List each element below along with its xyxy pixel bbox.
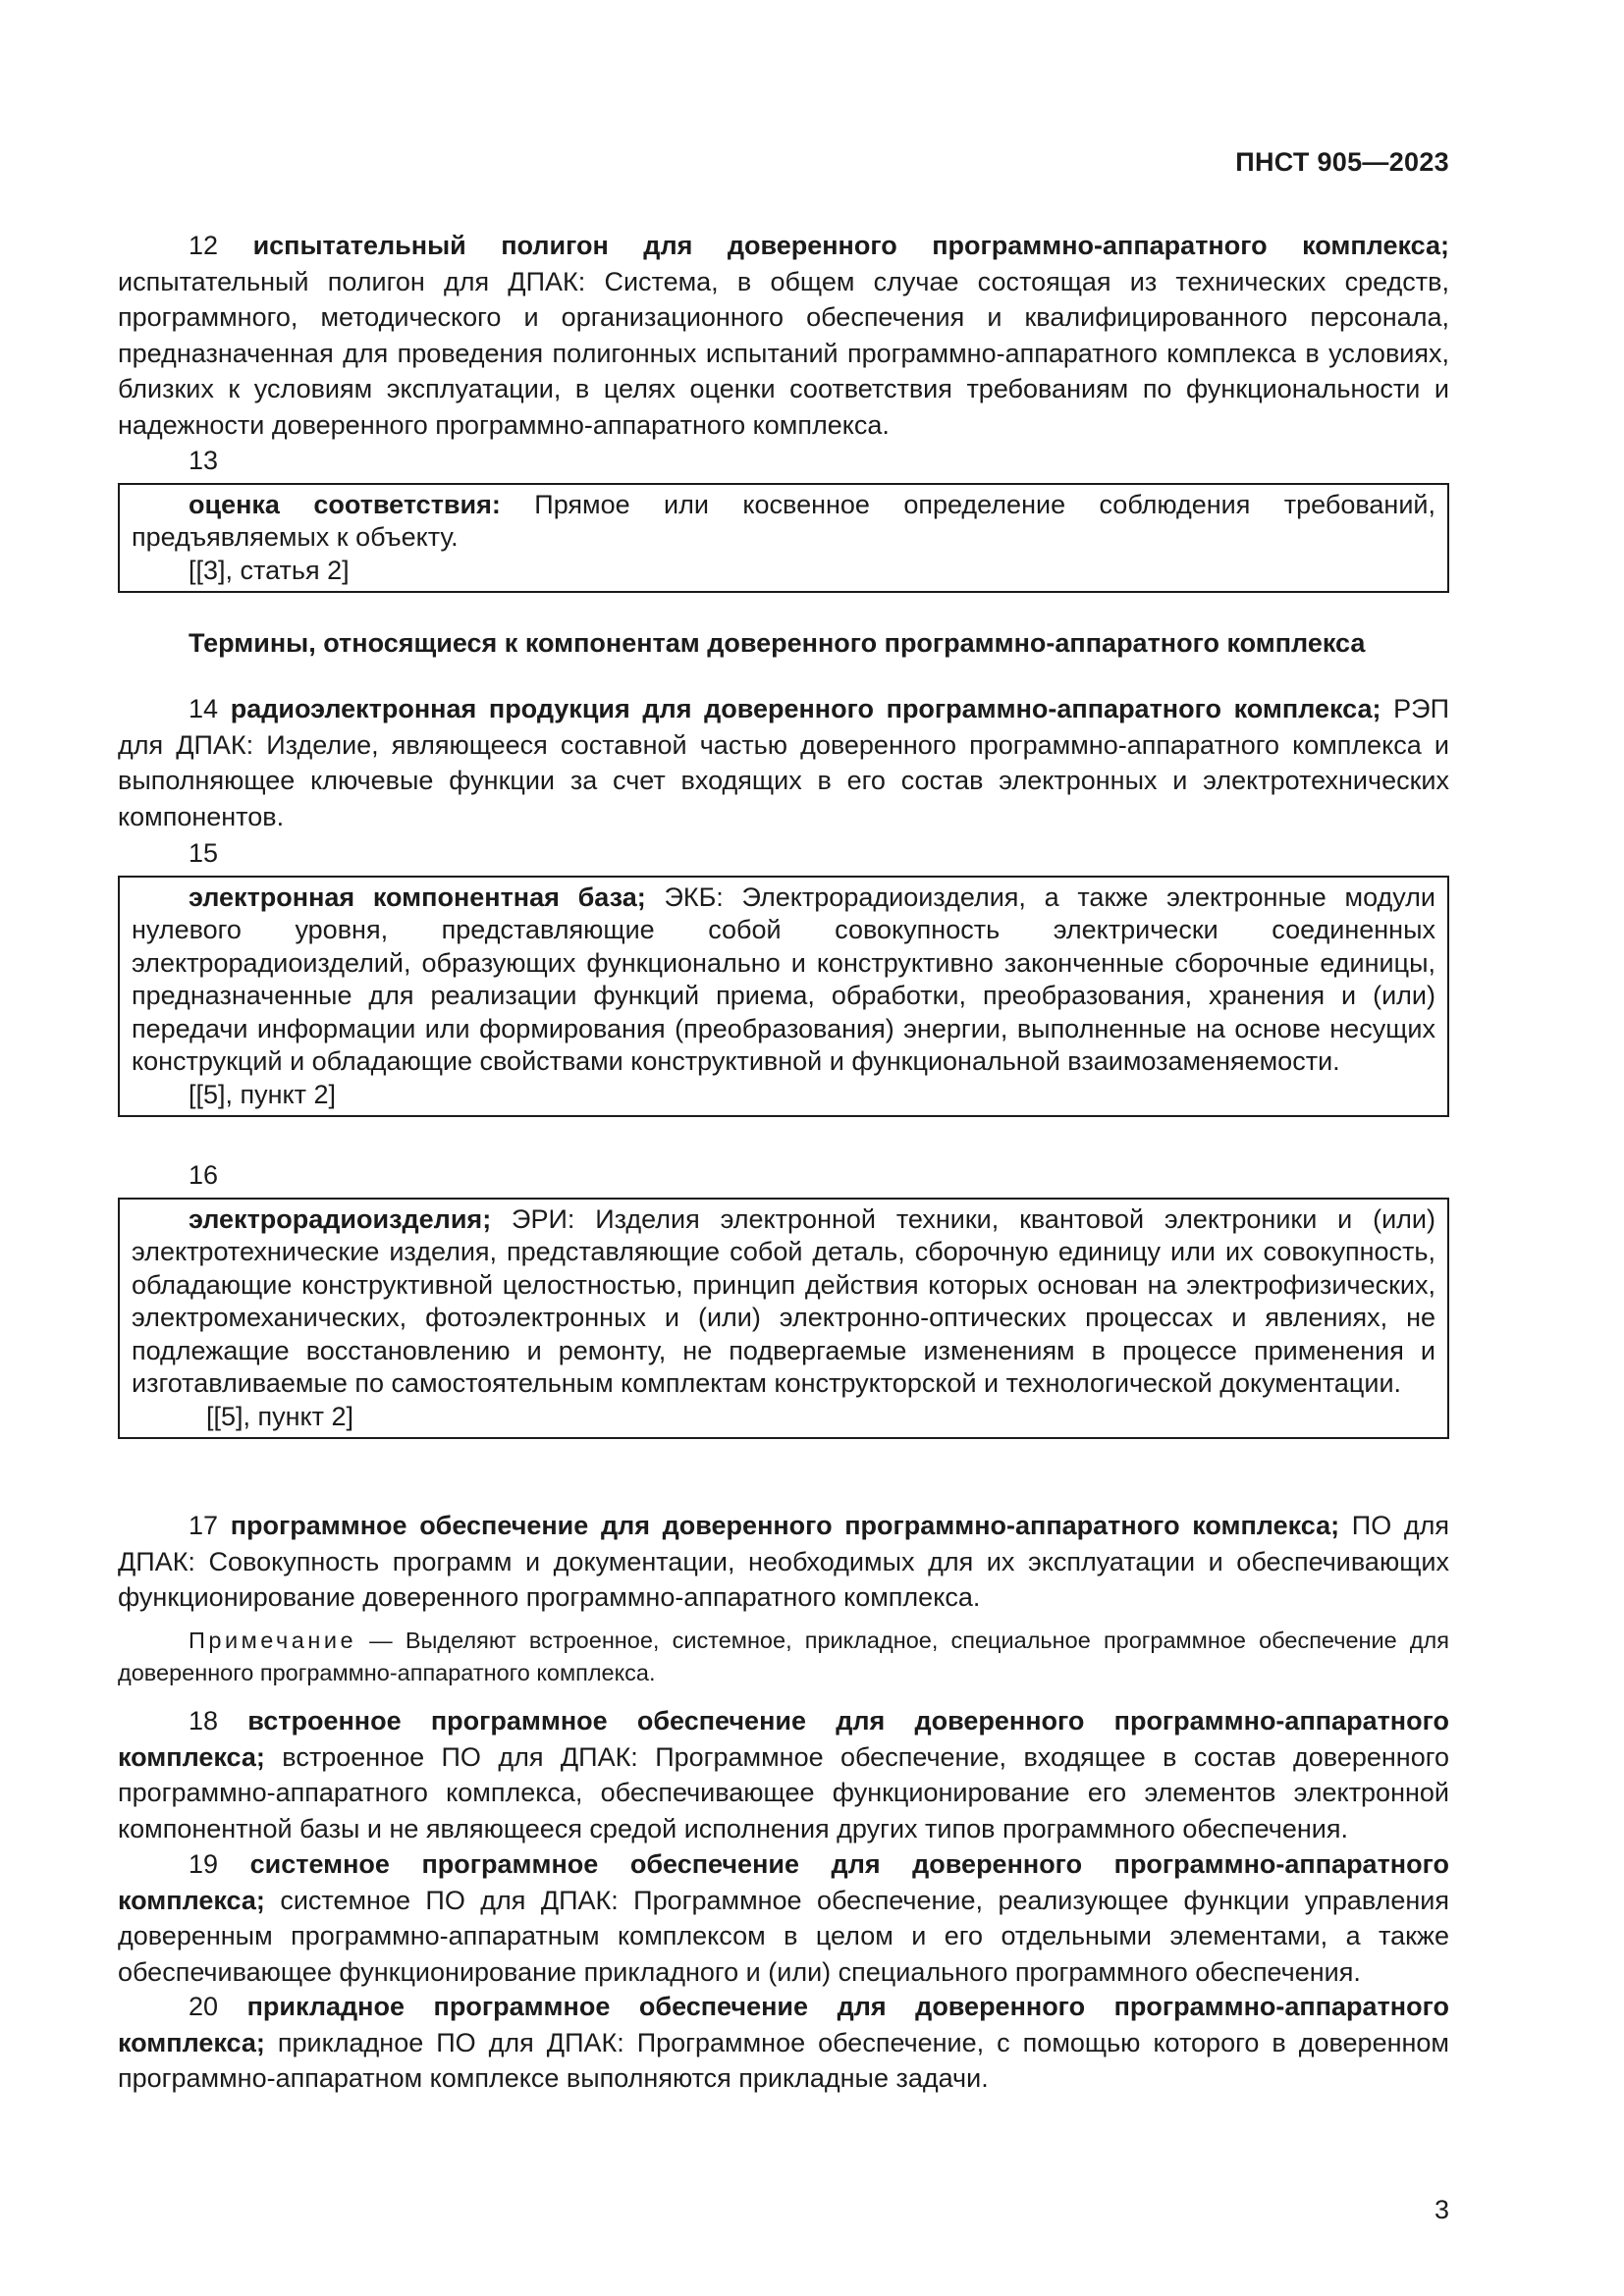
term-definition: ЭРИ: Изделия электронной техники, квантовой электроники и (или) электротехнические изделия, представляющие собой деталь, сборочную единицу или их совокупность, обладающие конструктивной целостностью, принцип действия которых основан на электрофизических, электромеханических, фотоэлектронных и (или) электронно-оптических процессах и явлениях, не подлежащие восстановлению и ремонту, не подвергаемые изменениям в процессе применения и изготавливаемые по самостоятельным комплектам конструкторской и технологической документации. [132, 1203, 1435, 1398]
term-definition: РЭП для ДПАК: Изделие, являющееся составной частью доверенного программно-аппаратного комплекса и выполняющее ключевые функции за счет входящих в его состав электронных и электротехнических компонентов. [118, 694, 1449, 831]
term-definition: ПО для ДПАК: Совокупность программ и документации, необходимых для их эксплуатации и обеспечивающих функционирование доверенного программно-аппаратного комплекса. [118, 1511, 1449, 1612]
term-paragraph [118, 228, 1449, 443]
term-paragraph [118, 1846, 1449, 1990]
term-paragraph [132, 881, 1435, 1079]
page-number: 3 [1434, 2195, 1449, 2224]
term-number: 19 [189, 1849, 219, 1879]
term-entry-15 [118, 835, 1449, 1117]
term-title: электрорадиоизделия; [189, 1203, 492, 1234]
term-number: 14 [189, 694, 219, 723]
term-entry-19 [118, 1846, 1449, 1990]
note-paragraph [118, 1625, 1449, 1689]
term-number: 16 [189, 1160, 219, 1190]
document-code: ПНСТ 905—2023 [1235, 147, 1449, 177]
note-block [118, 1625, 1449, 1689]
term-entry-17 [118, 1508, 1449, 1616]
quoted-definition-box [118, 1198, 1449, 1440]
term-number: 17 [189, 1511, 219, 1540]
term-number: 13 [189, 446, 219, 475]
source-reference: [[5], пункт 2] [206, 1401, 354, 1431]
term-title: программное обеспечение для доверенного программно-аппаратного комплекса; [230, 1511, 1340, 1540]
section-title: Термины, относящиеся к компонентам доверенного программно-аппаратного комплекса [189, 628, 1366, 658]
term-title: электронная компонентная база; [189, 881, 646, 912]
term-paragraph [118, 1508, 1449, 1616]
term-paragraph [118, 691, 1449, 834]
term-number: 18 [189, 1706, 219, 1735]
term-title: испытательный полигон для доверенного программно-аппаратного комплекса; [252, 231, 1449, 260]
term-definition: Прямое или косвенное определение соблюдения требований, предъявляемых к объекту. [132, 489, 1435, 552]
term-entry-14 [118, 691, 1449, 834]
term-entry-18 [118, 1703, 1449, 1846]
quoted-definition-box [118, 483, 1449, 594]
term-definition: ЭКБ: Электрорадиоизделия, а также электронные модули нулевого уровня, представляющие собой совокупность электрически соединенных электрорадиоизделий, образующих функционально и конструктивно законченные сборочные единицы, предназначенные для реализации функций приема, обработки, преобразования, хранения и (или) передачи информации или формирования (преобразования) энергии, выполненные на основе несущих конструкций и обладающие свойствами конструктивной и функциональной взаимозаменяемости. [132, 881, 1435, 1076]
term-number: 15 [189, 838, 219, 868]
quoted-definition-box [118, 876, 1449, 1118]
term-title: прикладное программное обеспечение для доверенного программно-аппаратного комплекса; [118, 1992, 1449, 2057]
term-title: системное программное обеспечение для доверенного программно-аппаратного комплекса; [118, 1849, 1449, 1915]
source-reference: [[5], пункт 2] [189, 1079, 337, 1109]
term-paragraph [118, 1703, 1449, 1846]
term-title: радиоэлектронная продукция для доверенного программно-аппаратного комплекса; [230, 694, 1381, 723]
term-definition: системное ПО для ДПАК: Программное обеспечение, реализующее функции управления доверенным программно-аппаратным комплексом в целом и его отдельными элементами, а также обеспечивающее функционирование прикладного и (или) специального программного обеспечения. [118, 1885, 1449, 1987]
term-entry-16 [118, 1157, 1449, 1439]
section-heading [118, 625, 1449, 661]
term-paragraph [132, 1203, 1435, 1401]
note-label: Примечание [189, 1628, 357, 1653]
term-title: встроенное программное обеспечение для доверенного программно-аппаратного комплекса; [118, 1706, 1449, 1772]
term-paragraph [132, 489, 1435, 555]
term-definition: испытательный полигон для ДПАК: Система, в общем случае состоящая из технических средств, программного, методического и организационного обеспечения и квалифицированного персонала, предназначенная для проведения полигонных испытаний программно-аппаратного комплекса в условиях, близких к условиям эксплуатации, в целях оценки соответствия требованиям по функциональности и надежности доверенного программно-аппаратного комплекса. [118, 266, 1449, 440]
term-title: оценка соответствия: [189, 489, 501, 519]
term-number: 20 [189, 1992, 219, 2021]
term-number: 12 [189, 231, 219, 260]
term-entry-13 [118, 443, 1449, 593]
source-reference: [[3], статья 2] [189, 555, 350, 585]
term-definition: встроенное ПО для ДПАК: Программное обеспечение, входящее в состав доверенного программно-аппаратного комплекса, обеспечивающее функционирование его элементов электронной компонентной базы и не являющееся средой исполнения других типов программного обеспечения. [118, 1741, 1449, 1843]
term-definition: прикладное ПО для ДПАК: Программное обеспечение, с помощью которого в доверенном программно-аппаратном комплексе выполняются прикладные задачи. [118, 2027, 1449, 2093]
term-paragraph [118, 1989, 1449, 2097]
note-text: — Выделяют встроенное, системное, прикладное, специальное программное обеспечение для доверенного программно-аппаратного комплекса. [118, 1628, 1449, 1685]
term-entry-20 [118, 1989, 1449, 2097]
term-entry-12 [118, 228, 1449, 443]
